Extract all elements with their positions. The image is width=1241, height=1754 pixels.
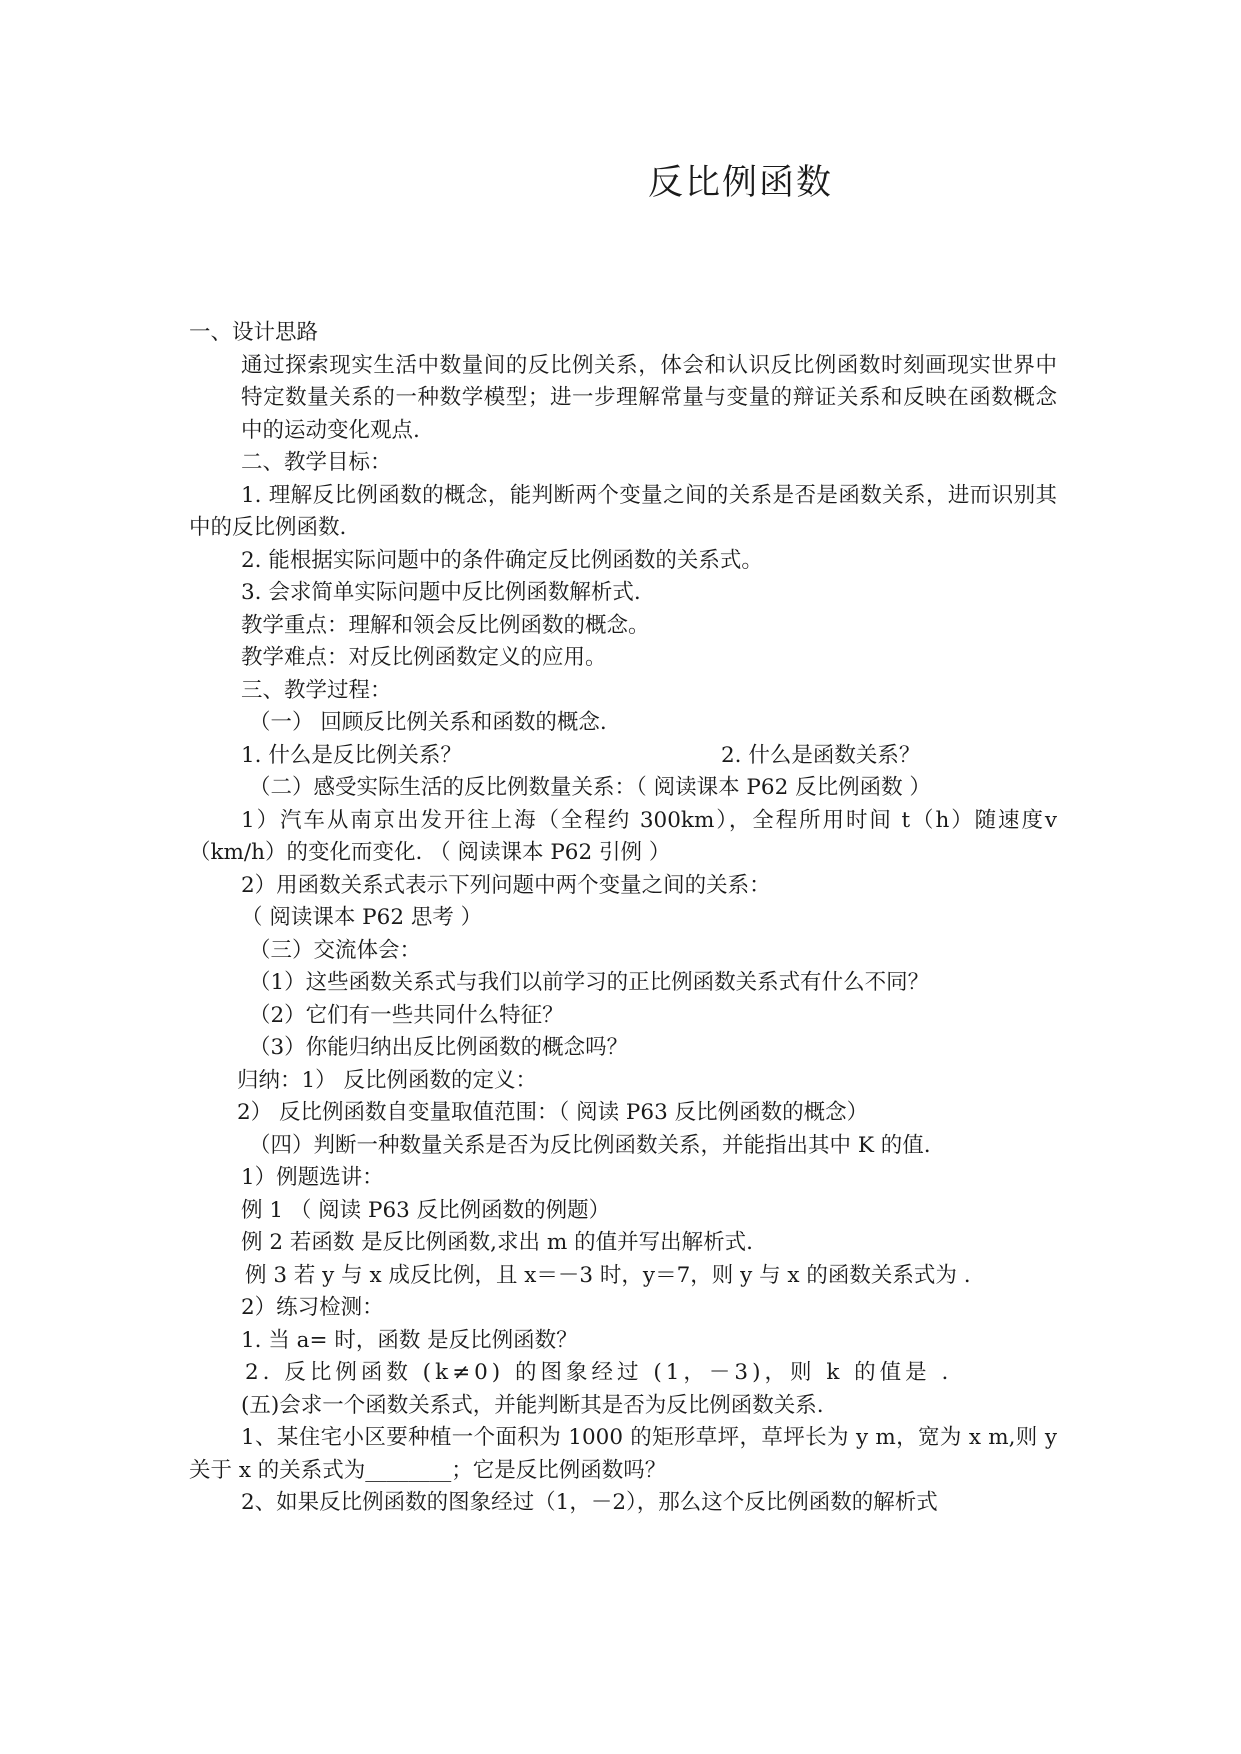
discussion-question-2: （2）它们有一些共同什么特征？ (249, 1002, 564, 1028)
review-questions-row (189, 740, 1057, 773)
section-heading-design: 一、设计思路 (189, 320, 319, 345)
examples-heading: 1）例题选讲： (241, 1165, 384, 1190)
discussion-question-3: （3）你能归纳出反比例函数的概念吗？ (249, 1035, 629, 1060)
document-title: 反比例函数 (647, 163, 833, 203)
practice-heading: 2）练习检测： (241, 1295, 384, 1320)
teaching-key-point: 教学重点：理解和领会反比例函数的概念。 (241, 612, 650, 638)
step-3-heading: （三）交流体会： (249, 937, 422, 963)
practice-question-1: 1. 当 a= 时，函数 是反比例函数？ (241, 1327, 578, 1353)
teaching-difficulty: 教学难点：对反比例函数定义的应用。 (241, 645, 607, 670)
summary-domain: 2） 反比例函数自变量取值范围：（ 阅读 P63 反比例函数的概念） (237, 1100, 869, 1125)
review-question-2: 2. 什么是函数关系？ (721, 742, 921, 768)
example-2: 例 2 若函数 是反比例函数,求出 m 的值并写出解析式. (241, 1230, 753, 1255)
review-question-1: 1. 什么是反比例关系？ (241, 742, 462, 768)
example-car-speed: 1）汽车从南京出发开往上海（全程约 300km），全程所用时间 t（h）随速度v（km/h）的变化而变化. （ 阅读课本 P62 引例 ） (189, 807, 1057, 865)
practice-question-2: 2. 反比例函数 (k≠0) 的图象经过 (1，－3)，则 k 的值是 . (245, 1360, 953, 1385)
goal-item-3: 3. 会求简单实际问题中反比例函数解析式. (241, 580, 641, 605)
section-heading-goals: 二、教学目标： (241, 450, 392, 475)
goal-item-1: 1. 理解反比例函数的概念，能判断两个变量之间的关系是否是函数关系，进而识别其中的反比例函数. (189, 482, 1057, 540)
discussion-question-1: （1）这些函数关系式与我们以前学习的正比例函数关系式有什么不同？ (249, 970, 930, 995)
example-1: 例 1 （ 阅读 P63 反比例函数的例题） (241, 1197, 611, 1223)
instruction-express-relation: 2）用函数关系式表示下列问题中两个变量之间的关系： (241, 872, 771, 898)
section-heading-process: 三、教学过程： (241, 677, 392, 703)
step-5-heading: (五)会求一个函数关系式，并能判断其是否为反比例函数关系. (241, 1392, 824, 1418)
step-4-heading: （四）判断一种数量关系是否为反比例函数关系，并能指出其中 K 的值. (249, 1132, 931, 1158)
example-3: 例 3 若 y 与 x 成反比例，且 x＝－3 时，y＝7，则 y 与 x 的函数关系式为 . (245, 1262, 971, 1288)
reading-reference: （ 阅读课本 P62 思考 ） (241, 905, 483, 930)
document-body (189, 317, 1057, 1520)
summary-definition: 归纳：1） 反比例函数的定义： (237, 1067, 538, 1093)
step-1-heading: （一） 回顾反比例关系和函数的概念. (249, 710, 607, 735)
step-2-heading: （二）感受实际生活的反比例数量关系：（ 阅读课本 P62 反比例函数 ） (249, 775, 931, 800)
paragraph-design-idea: 通过探索现实生活中数量间的反比例关系，体会和认识反比例函数时刻画现实世界中特定数量关系的一种数学模型；进一步理解常量与变量的辩证关系和反映在函数概念中的运动变化观点. (241, 352, 1057, 443)
exercise-lawn-area: 1、某住宅小区要种植一个面积为 1000 的矩形草坪，草坪长为 y m，宽为 x m,则 y 关于 x 的关系式为________；它是反比例函数吗？ (189, 1425, 1057, 1483)
exercise-inverse-graph: 2、如果反比例函数的图象经过（1，－2），那么这个反比例函数的解析式 (241, 1490, 938, 1515)
goal-item-2: 2. 能根据实际问题中的条件确定反比例函数的关系式。 (241, 547, 763, 573)
